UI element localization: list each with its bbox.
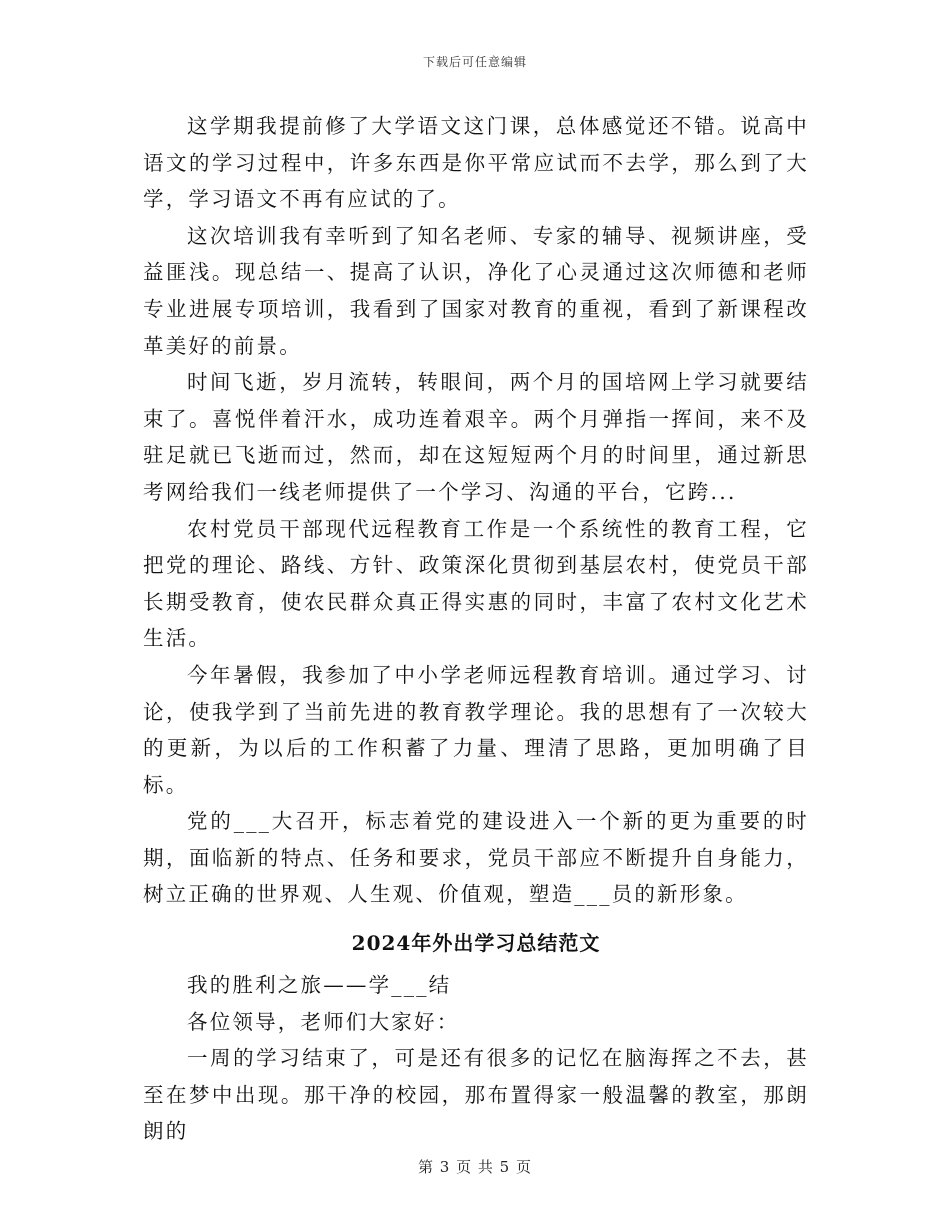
section-title: 2024年外出学习总结范文 — [351, 931, 601, 956]
paragraph-4: 农村党员干部现代远程教育工作是一个系统性的教育工程，它把党的理论、路线、方针、政策深化贯彻到基层农村，使党员干部长期受教育，使农民群众真正得实惠的同时，丰富了农村文化艺术生活。 — [143, 516, 809, 651]
paragraph-6: 党的___大召开，标志着党的建设进入一个新的更为重要的时期，面临新的特点、任务和要求，党员干部应不断提升自身能力，树立正确的世界观、人生观、价值观，塑造___员的新形象。 — [143, 809, 809, 907]
section-paragraph-1: 一周的学习结束了，可是还有很多的记忆在脑海挥之不去，甚至在梦中出现。那干净的校园，那布置得家一般温馨的教室，那朗朗的 — [143, 1046, 809, 1144]
paragraph-2: 这次培训我有幸听到了知名老师、专家的辅导、视频讲座，受益匪浅。现总结一、提高了认识，净化了心灵通过这次师德和老师专业进展专项培训，我看到了国家对教育的重视，看到了新课程改革美好的前景。 — [143, 223, 809, 358]
header-note: 下载后可任意编辑 — [422, 55, 527, 69]
paragraph-1: 这学期我提前修了大学语文这门课，总体感觉还不错。说高中语文的学习过程中，许多东西是你平常应试而不去学，那么到了大学，学习语文不再有应试的了。 — [143, 114, 809, 212]
paragraph-3: 时间飞逝，岁月流转，转眼间，两个月的国培网上学习就要结束了。喜悦伴着汗水，成功连着艰辛。两个月弹指一挥间，来不及驻足就已飞逝而过，然而，却在这短短两个月的时间里，通过新思考网给我们一线老师提供了一个学习、沟通的平台，它跨... — [143, 370, 809, 504]
document-body — [143, 108, 809, 1150]
salutation: 各位领导，老师们大家好： — [187, 1009, 460, 1034]
paragraph-5: 今年暑假，我参加了中小学老师远程教育培训。通过学习、讨论，使我学到了当前先进的教育教学理论。我的思想有了一次较大的更新，为以后的工作积蓄了力量、理清了思路，更加明确了目标。 — [143, 662, 809, 797]
section-subtitle: 我的胜利之旅——学___结 — [187, 973, 452, 998]
page-number: 第 3 页 共 5 页 — [418, 1158, 532, 1176]
